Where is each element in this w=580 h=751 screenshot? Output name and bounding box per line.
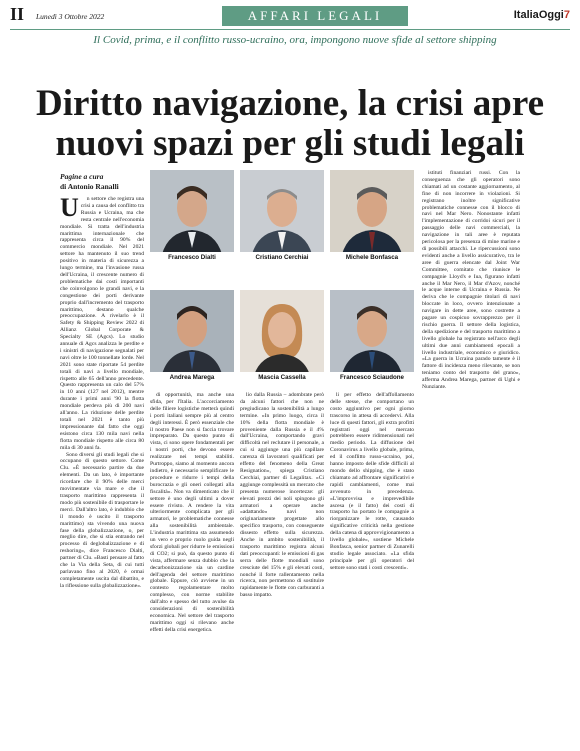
logo-suffix: Oggi	[538, 9, 564, 21]
article-paragraph: Sono diversi gli studi legali che si occupano di questo settore. Come Clu. «È necessario partire da due elementi. Da un lato, è importante ricordare che il 90% delle merci movimentate via mare e che il trasporto marittimo rappresenta il modo più sostenibile di trasportare le merci. Dall'altro lato, è indubbio che il mondo è uscito il trasporto marittimo) sta vivendo una nuova fase della globalizzazione, o, per meglio dire, che si stia entrando nel processo di deglobalizzazione e di reshoring», dice Francesco Dialti, partner di Clu. «Basti pensare al fatto che la Via della Seta, di cui tutti parlavano fino al 2020, è ormai completamente uscita dal dibattito, e la riflessione sulla globalizzazione».	[60, 451, 144, 589]
portrait-photo	[330, 290, 414, 384]
portrait-photo	[150, 170, 234, 264]
section-title: AFFARI LEGALI	[222, 6, 408, 26]
photo-caption: Mascia Cassella	[240, 372, 324, 384]
article-paragraph: istituti finanziari russi. Con la conseguenza che gli operatori sono chiamati ad un costante aggiornamento, al fine di non incorrere in violazioni. Si registrano inoltre significative problematiche connesse con il blocco di navi nel Mar Nero. Nonostante infatti l'implementazione di corridoi sicuri per il passaggio delle navi commerciali, la navigazione in tali aree è reputata pericolosa per la presenza di mine marine e di possibili attacchi. Le ripercussioni sono evidenti anche a livello assicurativo, tra le aree di guerra elencate dal Joint War Committee, comitato che riunisce le compagnie Lloyd's e Iua, figurano infatti anche il Mar Nero, il Mar d'Azov, nonché le acque interne di Ucraina e Russia. Ne deriva che le compagnie titolari di navi bloccate in loco, ovvero intenzionate a navigare in dette aree, sono costrette a pagare un cospicuo sovrapprezzo per il rischio guerra. Il settore della logistica, della spedizione e del trasporto marittimo a livello globale ha registrato nell'arco degli ultimi due anni cambiamenti epocali a livello industriale, economico e giuridico. «La guerra in Ucraina parado tamente è il fattore di incidenza meno rilevante, se non teniamo conto del trasporto del grano», afferma Andrea Marega, partner di Ughi e Nunziante.	[422, 170, 520, 391]
headline: Diritto navigazione, la crisi apre nuovi spazi per gli studi legali	[36, 83, 544, 164]
article-column-5	[422, 170, 520, 746]
article-column-2	[150, 392, 234, 746]
issue-date: Lunedì 3 Ottobre 2022	[36, 12, 105, 21]
article-paragraph: lio dalla Russia – adombrate però da alcuni fattori che non ne pregiudicano la sostenibilità a lungo termine. «In primo luogo, circa il 10% della flotta mondiale è proveniente dalla Russia e il 4% dall'Ucraina, comportando gravi difficoltà nel reclutare il personale, a cui si aggiunge una più capillare carenza di lavoratori qualificati per effetto del fenomeno della Great Resignation», spiega Cristiano Cerchiai, partner di Legalitax. «Ci aggiunge complessità un mercato che presenta numerose incertezze: gli elevati prezzi dei noli spingono gli armatori a operare anche «adattando» navi non originariamente progettate allo specifico trasporto, con conseguente dissesto effetto sulla sicurezza. Anche in ambito sostenibilità, il trasporto marittimo registra alcuni dati preoccupanti: le emissioni di gas serra delle flotte mondiali sono cresciute del 15% e gli elevati costi, nonché il forte rallentamento nella ricerca, non permettono di sostituire rapidamente le flotte con carburanti a basso impatto.	[240, 392, 324, 599]
article-column-3	[240, 392, 324, 746]
page-number: II	[10, 4, 25, 24]
byline-label: Pagine a cura	[60, 172, 104, 181]
logo-number: 7	[563, 9, 570, 21]
byline-author: di Antonio Ranalli	[60, 182, 119, 191]
masthead	[10, 4, 570, 30]
photo-caption: Michele Bonfasca	[330, 252, 414, 264]
article-column-4	[330, 392, 414, 746]
kicker: Il Covid, prima, e il conflitto russo-ucraino, ora, impongono nuove sfide al settore shipping	[93, 34, 497, 46]
photo-caption: Andrea Marega	[150, 372, 234, 384]
masthead-rule	[10, 29, 570, 30]
photo-caption: Francesco Dialti	[150, 252, 234, 264]
article-paragraph: n settore che registra una crisi a causa del conflitto tra Russia e Ucraina, ma che resta centrale nell'economia mondiale. Si tratta dell'industria marittima internazionale che rappresenta circa il 90% del commercio mondiale. Nel 2021 settore ha mantenuto il suo trend positivo in materia di sicurezza a lungo termine, ma l'invasione russa dell'Ucraina, il crescente numero di problematiche dai costi importanti che coinvolgono le grandi navi, e la congestione dei porti derivante proprio dall'incremento del trasporto marittimo, destano qualche preoccupazione. A rivelarlo è il Safety & Shipping Review 2022 di Allianz Global Corporate & Specialty SE (Agcs). Lo studio annuale di Agcs analizza le perdite e i sinistri di navigazione segnalati per navi oltre le 100 tonnellate lorde. Nel 2021 sono state riportate 54 perdite totali di navi a livello mondiale, rispetto alle 65 dell'anno precedente. Questo rappresenta un calo del 57% in 10 anni (127 nel 2012), mentre durante i primi anni '90 la flotta mondiale perdeva più di 200 navi all'anno. La riduzione delle perdite totali nel 2021 è tanto più impressionante dal fatto che oggi esistono circa 130 mila navi nella flotta mondiale rispetto alle circa 80 mila di 30 anni fa.	[60, 196, 144, 451]
article-column-1	[60, 196, 144, 746]
portrait-photo	[240, 170, 324, 264]
logo-prefix: Italia	[513, 9, 539, 21]
article-paragraph: li per effetto dell'affollamento delle stesse, che comportano un costo aggiuntivo per ogni giorno trascorso in attesa di accedervi. Alla luce di questi fattori, gli extra profitti registrati oggi nel mercato potrebbero essere ridimensionati nel medio periodo. La diffusione del Coronavirus a livello globale, prima, ed il conflitto russo-ucraino, poi, hanno imposto delle sfide difficili al mondo dello shipping, che è stato chiamato ad affrontare significativi e rapidi cambiamenti, come mai avvenuto in precedenza. «L'improvvisa e imprevedibile ascesa (e il fatto) dei costi di trasporto ha portato le compagnie a riorganizzare le rotte, causando significative criticità nella gestione della catena di approvvigionamento a livello globale», sostiene Michele Bonfasca, senior partner di Zunarelli studio legale associato. «La sfida principale per gli operatori del settore sono stati i costi crescenti».	[330, 392, 414, 571]
photo-caption: Cristiano Cerchiai	[240, 252, 324, 264]
portrait-photo	[150, 290, 234, 384]
photo-caption: Francesco Sciaudone	[330, 372, 414, 384]
newspaper-logo	[514, 9, 570, 21]
portrait-photo	[330, 170, 414, 264]
drop-cap: U	[60, 196, 79, 222]
article-paragraph: di opportunità, ma anche una sfida, per l'Italia. L'accorciamento delle filiere logistiche metterà quindi i porti italiani sempre più al centro degli interessi. È però essenziale che il nostro Paese non si faccia trovare impreparato. Da questo punto di vista, ci sono opere fondamentali per i nostri porti, che devono essere realizzate nei tempi stabiliti. Purtroppo, siamo al momento ancora indietro, è necessario semplificare le procedure e ridurre i tempi della burocrazia e gli oneri collegati alla fiscalità». Non va dimenticato che il settore è uno degli ultimi a dover essere rivisto. A rendere la vita ulteriormente complicata per gli armatori, le problematiche connesse alla sostenibilità ambientale. L'industria marittima sta assumendo un vero e proprio ruolo guida negli sforzi globali per ridurre le emissioni di CO2; si può, da questo punto di vista, affermare senza dubbio che la decarbonizzazione sia un cardine dell'agenda del settore marittimo globale. Eppure, ciò avviene in un contesto regolamentare molto complesso, con norme stabilite dall'alto e spesso del tutto avulse da considerazioni di sostenibilità economica. Nel settore del trasporto marittimo oggi si rilevano anche effetti della crisi energetica.	[150, 392, 234, 633]
portrait-photo	[240, 290, 324, 384]
